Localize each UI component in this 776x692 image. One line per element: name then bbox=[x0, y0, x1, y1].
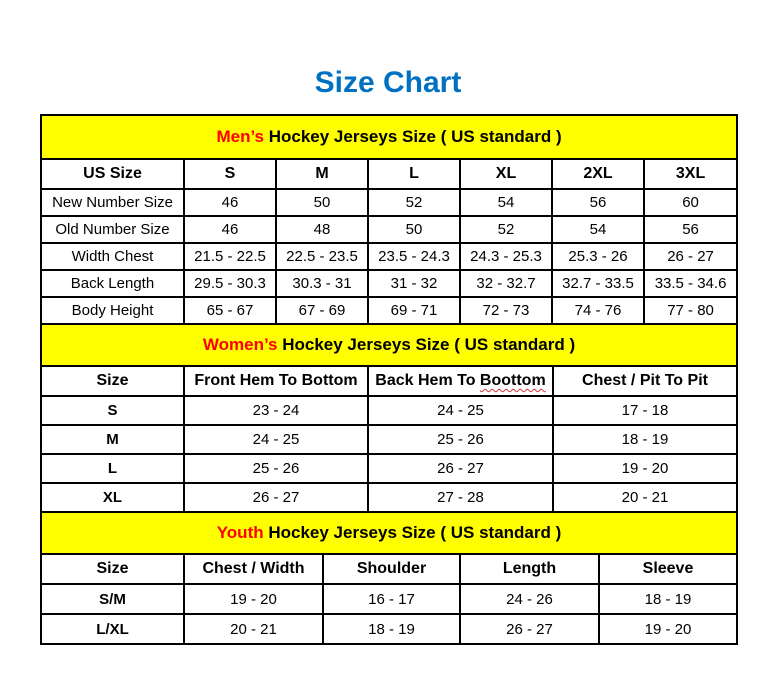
mens-header-row bbox=[41, 159, 737, 189]
womens-size-table bbox=[40, 323, 738, 513]
row-label: M bbox=[41, 425, 184, 454]
row-label: L/XL bbox=[41, 614, 184, 644]
table-row bbox=[41, 297, 737, 324]
size-value-cell: 24 - 26 bbox=[460, 584, 599, 614]
back-hem-prefix: Back Hem To bbox=[375, 372, 480, 389]
size-value-cell: 77 - 80 bbox=[644, 297, 737, 324]
table-row bbox=[41, 396, 737, 425]
size-value-cell: 46 bbox=[184, 216, 276, 243]
size-value-cell: 19 - 20 bbox=[553, 454, 737, 483]
size-value-cell: 26 - 27 bbox=[644, 243, 737, 270]
table-row bbox=[41, 270, 737, 297]
size-value-cell: 32.7 - 33.5 bbox=[552, 270, 644, 297]
size-value-cell: 18 - 19 bbox=[323, 614, 460, 644]
column-header: Size bbox=[41, 366, 184, 396]
table-row bbox=[41, 189, 737, 216]
size-value-cell: 52 bbox=[368, 189, 460, 216]
row-label: Width Chest bbox=[41, 243, 184, 270]
page-title: Size Chart bbox=[314, 66, 462, 99]
size-value-cell: 26 - 27 bbox=[184, 483, 368, 512]
size-value-cell: 18 - 19 bbox=[599, 584, 737, 614]
size-value-cell: 22.5 - 23.5 bbox=[276, 243, 368, 270]
column-header: 3XL bbox=[644, 159, 737, 189]
size-value-cell: 56 bbox=[552, 189, 644, 216]
column-header: S bbox=[184, 159, 276, 189]
column-header: Size bbox=[41, 554, 184, 584]
size-value-cell: 29.5 - 30.3 bbox=[184, 270, 276, 297]
size-chart bbox=[40, 114, 736, 645]
column-header: Chest / Pit To Pit bbox=[553, 366, 737, 396]
size-value-cell: 23 - 24 bbox=[184, 396, 368, 425]
size-value-cell: 31 - 32 bbox=[368, 270, 460, 297]
youth-table-title-row bbox=[41, 512, 737, 554]
row-label: Old Number Size bbox=[41, 216, 184, 243]
table-row bbox=[41, 614, 737, 644]
size-value-cell: 50 bbox=[276, 189, 368, 216]
size-value-cell: 32 - 32.7 bbox=[460, 270, 552, 297]
table-row bbox=[41, 483, 737, 512]
column-header: XL bbox=[460, 159, 552, 189]
table-row bbox=[41, 243, 737, 270]
size-value-cell: 65 - 67 bbox=[184, 297, 276, 324]
youth-highlight-label: Youth bbox=[216, 523, 264, 542]
size-value-cell: 19 - 20 bbox=[599, 614, 737, 644]
size-value-cell: 21.5 - 22.5 bbox=[184, 243, 276, 270]
size-value-cell: 48 bbox=[276, 216, 368, 243]
mens-title-rest: Hockey Jerseys Size ( US standard ) bbox=[264, 127, 562, 146]
column-header: Length bbox=[460, 554, 599, 584]
youth-size-table bbox=[40, 511, 738, 645]
size-value-cell: 26 - 27 bbox=[368, 454, 553, 483]
table-row bbox=[41, 216, 737, 243]
womens-header-row bbox=[41, 366, 737, 396]
size-value-cell: 25.3 - 26 bbox=[552, 243, 644, 270]
size-value-cell: 20 - 21 bbox=[553, 483, 737, 512]
size-value-cell: 30.3 - 31 bbox=[276, 270, 368, 297]
column-header: L bbox=[368, 159, 460, 189]
row-label: S bbox=[41, 396, 184, 425]
row-label: New Number Size bbox=[41, 189, 184, 216]
youth-title-rest: Hockey Jerseys Size ( US standard ) bbox=[263, 523, 562, 542]
column-header: 2XL bbox=[552, 159, 644, 189]
size-value-cell: 24.3 - 25.3 bbox=[460, 243, 552, 270]
size-value-cell: 25 - 26 bbox=[368, 425, 553, 454]
column-header: US Size bbox=[41, 159, 184, 189]
column-header: Chest / Width bbox=[184, 554, 323, 584]
size-value-cell: 46 bbox=[184, 189, 276, 216]
row-label: Back Length bbox=[41, 270, 184, 297]
mens-highlight-label: Men’s bbox=[216, 127, 264, 146]
table-row bbox=[41, 425, 737, 454]
size-value-cell: 74 - 76 bbox=[552, 297, 644, 324]
size-value-cell: 67 - 69 bbox=[276, 297, 368, 324]
row-label: S/M bbox=[41, 584, 184, 614]
size-value-cell: 24 - 25 bbox=[368, 396, 553, 425]
size-value-cell: 17 - 18 bbox=[553, 396, 737, 425]
womens-table-title bbox=[41, 324, 737, 366]
size-value-cell: 56 bbox=[644, 216, 737, 243]
size-value-cell: 16 - 17 bbox=[323, 584, 460, 614]
table-row bbox=[41, 584, 737, 614]
mens-table-title-row bbox=[41, 115, 737, 159]
size-value-cell: 25 - 26 bbox=[184, 454, 368, 483]
womens-title-rest: Hockey Jerseys Size ( US standard ) bbox=[277, 335, 576, 354]
column-header: Front Hem To Bottom bbox=[184, 366, 368, 396]
mens-table-title bbox=[41, 115, 737, 159]
column-header: Shoulder bbox=[323, 554, 460, 584]
size-value-cell: 27 - 28 bbox=[368, 483, 553, 512]
size-value-cell: 50 bbox=[368, 216, 460, 243]
size-value-cell: 23.5 - 24.3 bbox=[368, 243, 460, 270]
size-value-cell: 24 - 25 bbox=[184, 425, 368, 454]
table-row bbox=[41, 454, 737, 483]
youth-header-row bbox=[41, 554, 737, 584]
misspelled-word: Boottom bbox=[479, 372, 546, 389]
size-value-cell: 33.5 - 34.6 bbox=[644, 270, 737, 297]
youth-table-title bbox=[41, 512, 737, 554]
size-value-cell: 69 - 71 bbox=[368, 297, 460, 324]
size-value-cell: 19 - 20 bbox=[184, 584, 323, 614]
size-value-cell: 60 bbox=[644, 189, 737, 216]
womens-highlight-label: Women’s bbox=[202, 335, 278, 354]
row-label: XL bbox=[41, 483, 184, 512]
size-value-cell: 52 bbox=[460, 216, 552, 243]
size-value-cell: 54 bbox=[552, 216, 644, 243]
womens-table-title-row bbox=[41, 324, 737, 366]
mens-size-table bbox=[40, 114, 738, 325]
column-header bbox=[368, 366, 553, 396]
size-value-cell: 72 - 73 bbox=[460, 297, 552, 324]
row-label: L bbox=[41, 454, 184, 483]
size-value-cell: 54 bbox=[460, 189, 552, 216]
size-value-cell: 18 - 19 bbox=[553, 425, 737, 454]
column-header: Sleeve bbox=[599, 554, 737, 584]
size-value-cell: 26 - 27 bbox=[460, 614, 599, 644]
row-label: Body Height bbox=[41, 297, 184, 324]
column-header: M bbox=[276, 159, 368, 189]
size-value-cell: 20 - 21 bbox=[184, 614, 323, 644]
